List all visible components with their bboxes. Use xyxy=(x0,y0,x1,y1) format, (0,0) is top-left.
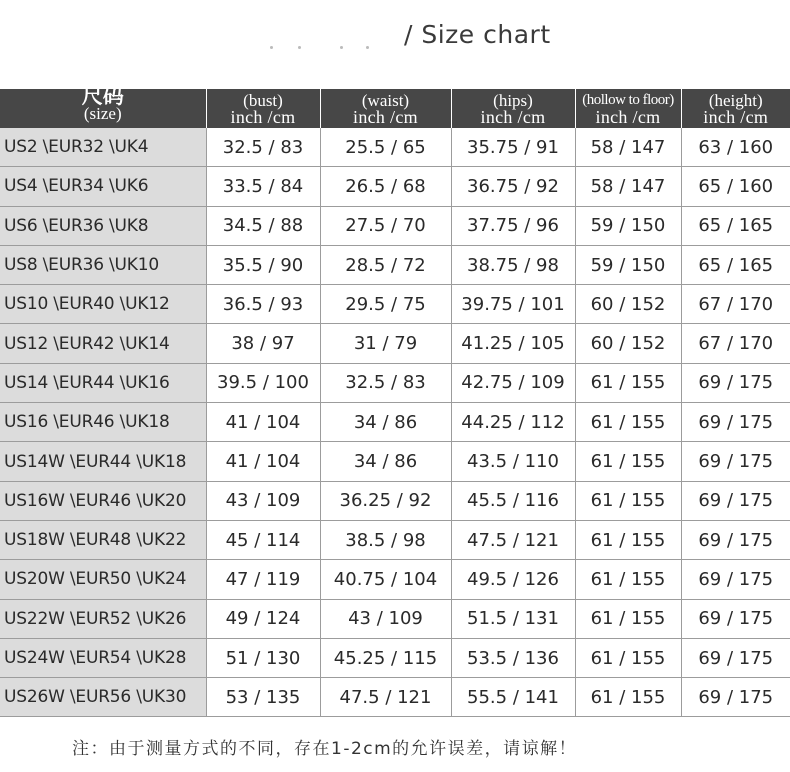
bust-cell: 33.5 / 84 xyxy=(206,167,320,206)
hips-cell: 39.75 / 101 xyxy=(451,285,575,324)
height-cell: 69 / 175 xyxy=(681,481,790,520)
table-row xyxy=(0,403,790,442)
bust-cell: 39.5 / 100 xyxy=(206,363,320,402)
size-chart-table xyxy=(0,84,790,717)
hips-cell: 51.5 / 131 xyxy=(451,599,575,638)
size-cell: US20W \EUR50 \UK24 xyxy=(0,560,206,599)
bust-cell: 36.5 / 93 xyxy=(206,285,320,324)
hips-cell: 37.75 / 96 xyxy=(451,206,575,245)
hollow-to-floor-cell: 61 / 155 xyxy=(575,678,681,717)
waist-cell: 26.5 / 68 xyxy=(320,167,451,206)
hollow-to-floor-cell: 61 / 155 xyxy=(575,560,681,599)
height-cell: 69 / 175 xyxy=(681,442,790,481)
table-row xyxy=(0,245,790,284)
table-row xyxy=(0,167,790,206)
table-row xyxy=(0,560,790,599)
table-row xyxy=(0,324,790,363)
size-cell: US6 \EUR36 \UK8 xyxy=(0,206,206,245)
waist-cell: 34 / 86 xyxy=(320,403,451,442)
waist-cell: 47.5 / 121 xyxy=(320,678,451,717)
height-cell: 67 / 170 xyxy=(681,324,790,363)
table-row xyxy=(0,599,790,638)
hips-cell: 49.5 / 126 xyxy=(451,560,575,599)
header-hollow-to-floor-label: (hollow to floor) xyxy=(582,91,674,108)
header-height xyxy=(681,89,790,128)
header-size-zh: 尺码 xyxy=(81,84,124,108)
header-hips xyxy=(451,89,575,128)
page-title: / Size chart xyxy=(404,20,551,49)
hips-cell: 44.25 / 112 xyxy=(451,403,575,442)
table-row xyxy=(0,206,790,245)
height-cell: 65 / 165 xyxy=(681,206,790,245)
height-cell: 69 / 175 xyxy=(681,678,790,717)
bust-cell: 43 / 109 xyxy=(206,481,320,520)
bust-cell: 47 / 119 xyxy=(206,560,320,599)
header-waist-label: (waist) xyxy=(361,90,410,110)
waist-cell: 27.5 / 70 xyxy=(320,206,451,245)
hollow-to-floor-cell: 60 / 152 xyxy=(575,285,681,324)
header-height-label: (height) xyxy=(708,90,763,110)
header-bust-unit: inch /cm xyxy=(230,106,296,127)
waist-cell: 36.25 / 92 xyxy=(320,481,451,520)
header-hips-label: (hips) xyxy=(493,90,533,110)
bust-cell: 45 / 114 xyxy=(206,520,320,559)
height-cell: 69 / 175 xyxy=(681,403,790,442)
header-waist xyxy=(320,89,451,128)
size-cell: US16W \EUR46 \UK20 xyxy=(0,481,206,520)
waist-cell: 28.5 / 72 xyxy=(320,245,451,284)
size-cell: US18W \EUR48 \UK22 xyxy=(0,520,206,559)
height-cell: 69 / 175 xyxy=(681,599,790,638)
title-decoration xyxy=(268,42,378,52)
size-cell: US22W \EUR52 \UK26 xyxy=(0,599,206,638)
waist-cell: 25.5 / 65 xyxy=(320,128,451,167)
hips-cell: 53.5 / 136 xyxy=(451,638,575,677)
size-cell: US26W \EUR56 \UK30 xyxy=(0,678,206,717)
table-row xyxy=(0,363,790,402)
hollow-to-floor-cell: 61 / 155 xyxy=(575,638,681,677)
height-cell: 65 / 160 xyxy=(681,167,790,206)
table-row xyxy=(0,285,790,324)
waist-cell: 43 / 109 xyxy=(320,599,451,638)
bust-cell: 49 / 124 xyxy=(206,599,320,638)
bust-cell: 34.5 / 88 xyxy=(206,206,320,245)
hollow-to-floor-cell: 59 / 150 xyxy=(575,245,681,284)
hollow-to-floor-cell: 58 / 147 xyxy=(575,128,681,167)
header-hollow-to-floor-unit: inch /cm xyxy=(595,106,661,127)
hips-cell: 43.5 / 110 xyxy=(451,442,575,481)
hips-cell: 41.25 / 105 xyxy=(451,324,575,363)
hollow-to-floor-cell: 61 / 155 xyxy=(575,520,681,559)
bust-cell: 35.5 / 90 xyxy=(206,245,320,284)
size-cell: US4 \EUR34 \UK6 xyxy=(0,167,206,206)
header-bust xyxy=(206,89,320,128)
header-hollow-to-floor xyxy=(575,89,681,128)
height-cell: 69 / 175 xyxy=(681,520,790,559)
size-cell: US12 \EUR42 \UK14 xyxy=(0,324,206,363)
waist-cell: 40.75 / 104 xyxy=(320,560,451,599)
header-size xyxy=(0,84,206,128)
table-row xyxy=(0,520,790,559)
hips-cell: 45.5 / 116 xyxy=(451,481,575,520)
height-cell: 69 / 175 xyxy=(681,363,790,402)
header-bust-label: (bust) xyxy=(243,90,283,110)
waist-cell: 29.5 / 75 xyxy=(320,285,451,324)
bust-cell: 51 / 130 xyxy=(206,638,320,677)
bust-cell: 38 / 97 xyxy=(206,324,320,363)
hollow-to-floor-cell: 61 / 155 xyxy=(575,599,681,638)
waist-cell: 34 / 86 xyxy=(320,442,451,481)
height-cell: 69 / 175 xyxy=(681,638,790,677)
table-header-row xyxy=(0,89,790,128)
bust-cell: 41 / 104 xyxy=(206,403,320,442)
hips-cell: 36.75 / 92 xyxy=(451,167,575,206)
waist-cell: 38.5 / 98 xyxy=(320,520,451,559)
hollow-to-floor-cell: 61 / 155 xyxy=(575,363,681,402)
hips-cell: 42.75 / 109 xyxy=(451,363,575,402)
table-row xyxy=(0,638,790,677)
hollow-to-floor-cell: 61 / 155 xyxy=(575,442,681,481)
table-row xyxy=(0,481,790,520)
hips-cell: 35.75 / 91 xyxy=(451,128,575,167)
hollow-to-floor-cell: 61 / 155 xyxy=(575,403,681,442)
height-cell: 67 / 170 xyxy=(681,285,790,324)
hollow-to-floor-cell: 60 / 152 xyxy=(575,324,681,363)
size-cell: US8 \EUR36 \UK10 xyxy=(0,245,206,284)
table-row xyxy=(0,442,790,481)
hollow-to-floor-cell: 58 / 147 xyxy=(575,167,681,206)
header-size-label: (size) xyxy=(83,104,122,123)
height-cell: 69 / 175 xyxy=(681,560,790,599)
hips-cell: 38.75 / 98 xyxy=(451,245,575,284)
tolerance-note: 注：由于测量方式的不同，存在1-2cm的允许误差，请谅解！ xyxy=(72,739,578,759)
size-cell: US2 \EUR32 \UK4 xyxy=(0,128,206,167)
size-cell: US16 \EUR46 \UK18 xyxy=(0,403,206,442)
header-waist-unit: inch /cm xyxy=(353,106,418,127)
header-height-unit: inch /cm xyxy=(703,106,769,127)
height-cell: 65 / 165 xyxy=(681,245,790,284)
bust-cell: 53 / 135 xyxy=(206,678,320,717)
size-cell: US14W \EUR44 \UK18 xyxy=(0,442,206,481)
hollow-to-floor-cell: 59 / 150 xyxy=(575,206,681,245)
waist-cell: 45.25 / 115 xyxy=(320,638,451,677)
height-cell: 63 / 160 xyxy=(681,128,790,167)
waist-cell: 32.5 / 83 xyxy=(320,363,451,402)
hips-cell: 55.5 / 141 xyxy=(451,678,575,717)
table-row xyxy=(0,128,790,167)
size-cell: US14 \EUR44 \UK16 xyxy=(0,363,206,402)
table-row xyxy=(0,678,790,717)
hips-cell: 47.5 / 121 xyxy=(451,520,575,559)
size-cell: US24W \EUR54 \UK28 xyxy=(0,638,206,677)
hollow-to-floor-cell: 61 / 155 xyxy=(575,481,681,520)
waist-cell: 31 / 79 xyxy=(320,324,451,363)
size-cell: US10 \EUR40 \UK12 xyxy=(0,285,206,324)
header-hips-unit: inch /cm xyxy=(480,106,546,127)
bust-cell: 32.5 / 83 xyxy=(206,128,320,167)
bust-cell: 41 / 104 xyxy=(206,442,320,481)
